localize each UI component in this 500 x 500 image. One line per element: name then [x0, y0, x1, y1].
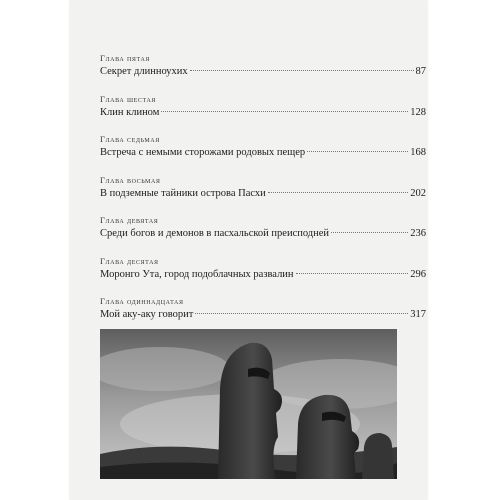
chapter-row: [100, 147, 426, 158]
page-number: 87: [415, 66, 426, 77]
dot-leader: [331, 232, 408, 233]
page-number: 128: [410, 106, 426, 118]
toc-entry: [100, 253, 426, 294]
dot-leader: [268, 192, 408, 193]
dot-leader: [307, 151, 408, 152]
dot-leader: [195, 313, 408, 314]
page-number: 202: [410, 187, 426, 199]
chapter-row: [100, 66, 426, 77]
toc-entry: [100, 172, 426, 213]
dot-leader: [161, 111, 408, 112]
chapter-label: Глава десятая: [100, 255, 159, 266]
chapter-label: Глава девятая: [100, 215, 159, 225]
chapter-title: Мой аку-аку говорит: [100, 309, 194, 320]
chapter-title: Клин клином: [100, 106, 160, 118]
dot-leader: [190, 70, 414, 71]
chapter-label: Глава восьмая: [100, 174, 161, 185]
book-page: [70, 0, 427, 500]
page-number: 317: [410, 309, 426, 320]
moai-statue-far-right: [362, 433, 394, 479]
chapter-row: [100, 107, 426, 118]
chapter-row: [100, 309, 426, 320]
page-number: 296: [410, 268, 426, 280]
toc-entry: [100, 91, 426, 132]
chapter-label: Глава одиннадцатая: [100, 296, 184, 306]
chapter-title: Встреча с немыми сторожами родовых пещер: [100, 147, 306, 158]
chapter-row: [100, 228, 426, 239]
chapter-label: Глава шестая: [100, 93, 157, 104]
toc-entry: [100, 131, 426, 172]
chapter-label: Глава седьмая: [100, 134, 160, 144]
page-number: 168: [410, 147, 426, 158]
chapter-row: [100, 269, 426, 280]
toc-entry: [100, 293, 426, 334]
toc-entry: [100, 50, 426, 91]
chapter-title: Моронго Ута, город подоблачных развалин: [100, 268, 294, 280]
page-number: 236: [410, 228, 426, 239]
table-of-contents: [100, 50, 426, 334]
chapter-title: Среди богов и демонов в пасхальской преисподней: [100, 228, 330, 239]
toc-entry: [100, 212, 426, 253]
moai-statues-photo: [100, 329, 397, 479]
chapter-title: В подземные тайники острова Пасхи: [100, 187, 266, 199]
chapter-title: Секрет длинноухих: [100, 66, 188, 77]
chapter-label: Глава пятая: [100, 53, 151, 63]
chapter-row: [100, 188, 426, 199]
dot-leader: [296, 273, 409, 274]
